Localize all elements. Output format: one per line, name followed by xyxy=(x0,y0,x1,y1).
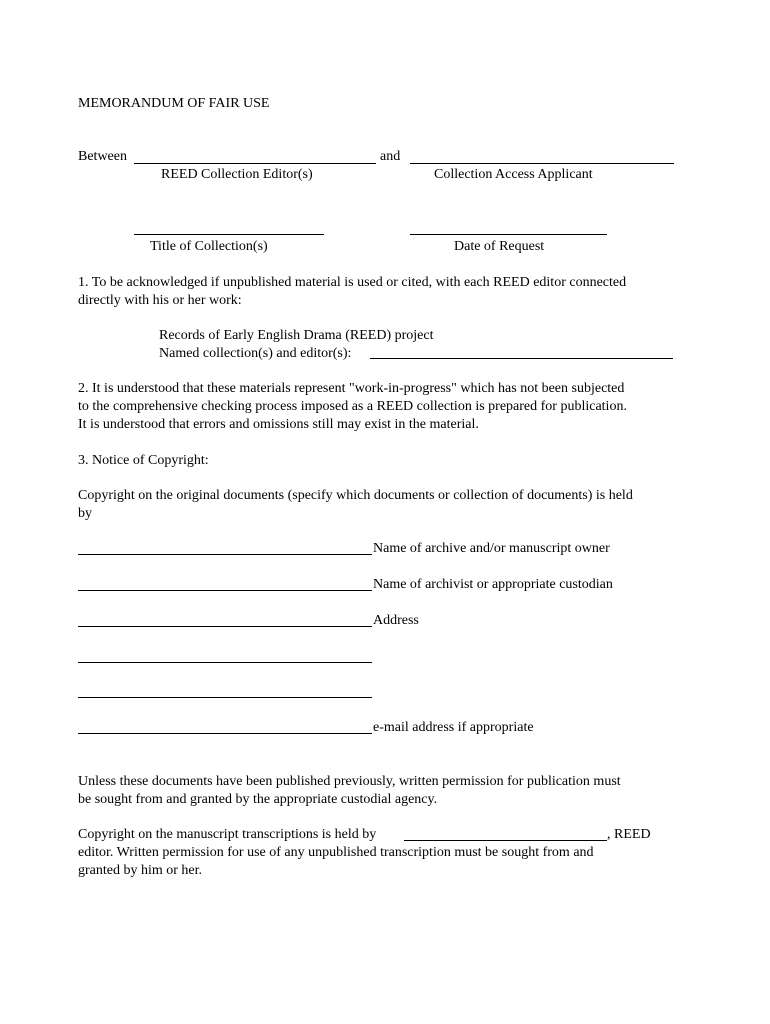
editor-caption: REED Collection Editor(s) xyxy=(161,167,313,182)
date-caption: Date of Request xyxy=(454,239,545,254)
section2-line3: It is understood that errors and omissions still may exist in the material. xyxy=(78,417,479,432)
unless-line2: be sought from and granted by the appropriate custodial agency. xyxy=(78,792,438,807)
transcription-line3: granted by him or her. xyxy=(78,863,203,878)
named-collection-field[interactable] xyxy=(370,358,673,359)
request-date-field[interactable] xyxy=(410,234,607,235)
section2-line2: to the comprehensive checking process imposed as a REED collection is prepared for publication. xyxy=(78,399,627,414)
address-field-line3[interactable] xyxy=(78,697,372,698)
archive-owner-field[interactable] xyxy=(78,554,372,555)
collection-title-field[interactable] xyxy=(134,234,324,235)
email-label: e-mail address if appropriate xyxy=(373,720,534,735)
transcription-holder-field[interactable] xyxy=(404,840,607,841)
transcription-line1-suffix: , REED xyxy=(607,827,651,842)
section1-text-line1: 1. To be acknowledged if unpublished material is used or cited, with each REED editor connected xyxy=(78,275,627,290)
named-collection-label: Named collection(s) and editor(s): xyxy=(159,346,352,361)
between-label: Between xyxy=(78,149,127,164)
document-title: MEMORANDUM OF FAIR USE xyxy=(78,96,270,111)
copyright-line1: Copyright on the original documents (specify which documents or collection of documents) is held xyxy=(78,488,633,503)
archivist-label: Name of archivist or appropriate custodian xyxy=(373,577,613,592)
email-field[interactable] xyxy=(78,733,372,734)
address-field-line2[interactable] xyxy=(78,662,372,663)
section3-heading: 3. Notice of Copyright: xyxy=(78,453,209,468)
copyright-line2: by xyxy=(78,506,92,521)
editor-name-field[interactable] xyxy=(134,163,376,164)
archivist-field[interactable] xyxy=(78,590,372,591)
applicant-name-field[interactable] xyxy=(410,163,674,164)
applicant-caption: Collection Access Applicant xyxy=(434,167,593,182)
title-caption: Title of Collection(s) xyxy=(150,239,268,254)
address-label: Address xyxy=(373,613,419,628)
address-field-line1[interactable] xyxy=(78,626,372,627)
transcription-line1-prefix: Copyright on the manuscript transcriptions is held by xyxy=(78,827,377,842)
archive-owner-label: Name of archive and/or manuscript owner xyxy=(373,541,610,556)
project-name: Records of Early English Drama (REED) project xyxy=(159,328,434,343)
section1-text-line2: directly with his or her work: xyxy=(78,293,242,308)
and-label: and xyxy=(380,149,401,164)
unless-line1: Unless these documents have been published previously, written permission for publication must xyxy=(78,774,621,789)
transcription-line2: editor. Written permission for use of any unpublished transcription must be sought from and xyxy=(78,845,594,860)
section2-line1: 2. It is understood that these materials represent "work-in-progress" which has not been subjected xyxy=(78,381,625,396)
